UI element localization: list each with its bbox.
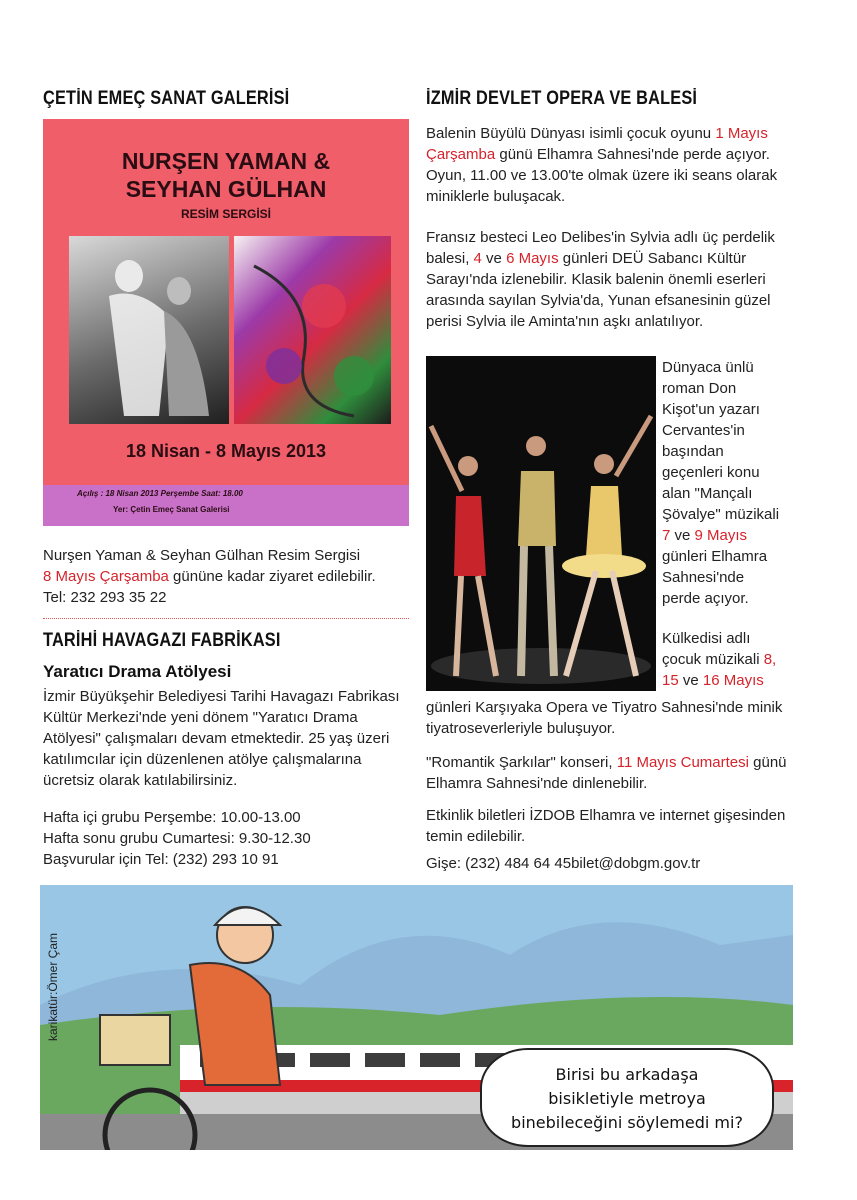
exhibit-date: 8 Mayıs Çarşamba (43, 568, 169, 585)
opera-paragraph-3 (662, 357, 782, 609)
speech-line-1: Birisi bu arkadaşa (555, 1065, 699, 1084)
exhibit-line1: Nurşen Yaman & Seyhan Gülhan Resim Sergisi (43, 547, 361, 564)
workshop-title: Yaratıcı Drama Atölyesi (43, 662, 232, 681)
p4-text-a: Külkedisi adlı çocuk müzikali (662, 630, 764, 668)
weekend-group: Hafta sonu grubu Cumartesi: 9.30-12.30 (43, 830, 311, 847)
p1-date: 1 Mayıs Çarşamba (426, 125, 768, 163)
speech-line-2: bisikletiyle metroya (548, 1089, 706, 1108)
poster-info-strip (43, 485, 409, 526)
p3-text-b: günleri Elhamra Sahnesi'nde perde açıyor. (662, 548, 768, 607)
poster-subtitle: RESİM SERGİSİ (180, 207, 272, 221)
cartoon (40, 885, 793, 1150)
p2-date-2: 6 Mayıs (506, 250, 559, 267)
gallery-heading: ÇETİN EMEÇ SANAT GALERİSİ (43, 88, 290, 109)
poster-title-line2: SEYHAN GÜLHAN (125, 176, 327, 202)
poster-venue: Yer: Çetin Emeç Sanat Galerisi (113, 505, 230, 514)
exhibit-line2-rest: gününe kadar ziyaret edilebilir. (168, 568, 376, 585)
workshop-schedule (43, 807, 415, 870)
dancers-figure-icon (69, 236, 229, 424)
p3-date-1: 7 (662, 527, 671, 544)
p5-text-b: günü Elhamra Sahnesi'nde dinlenebilir. (426, 754, 787, 792)
p3-date-2: 9 Mayıs (694, 527, 748, 544)
exhibition-poster (43, 119, 409, 526)
opera-paragraph-4-rest: günleri Karşıyaka Opera ve Tiyatro Sahnesi'nde minik tiyatroseverleriyle buluşuyor. (426, 699, 783, 737)
opera-heading: İZMİR DEVLET OPERA VE BALESİ (426, 88, 698, 109)
opera-paragraph-1 (426, 123, 796, 207)
opera-paragraph-2 (426, 227, 796, 332)
p4-mid: ve (678, 672, 703, 689)
speech-text (482, 1063, 772, 1135)
p4-date-2: 16 Mayıs (702, 672, 764, 689)
p3-mid: ve (670, 527, 695, 544)
workshop-body: İzmir Büyükşehir Belediyesi Tarihi Havagazı Fabrikası Kültür Merkezi'nde yeni dönem "Yaratıcı Drama Atölyesi" çalışmaları devam etmektedir. 25 yaş üzeri katılımcılar için düzenlenen atölye çalışmalarına ücretsiz olarak katılabilirsiniz. (43, 688, 400, 789)
opera-paragraph-4-top (662, 628, 787, 691)
poster-opening: Açılış : 18 Nisan 2013 Perşembe Saat: 18.00 (77, 489, 243, 498)
factory-heading: TARİHİ HAVAGAZI FABRİKASI (43, 630, 281, 651)
poster-painting-bw (69, 236, 229, 424)
p4-date-1: 8, 15 (662, 651, 777, 689)
p2-text-a: Fransız besteci Leo Delibes'in Sylvia adlı üç perdelik balesi, (426, 229, 775, 267)
ballet-dancers-icon (426, 356, 656, 691)
p5-date: 11 Mayıs Cumartesi (616, 754, 749, 771)
poster-dates: 18 Nisan - 8 Mayıs 2013 (125, 441, 327, 461)
speech-line-3: binebileceğini söylemedi mi? (511, 1113, 743, 1132)
opera-paragraph-6: Etkinlik biletleri İZDOB Elhamra ve internet gişesinden temin edilebilir. (426, 807, 786, 845)
p2-date-1: 4 (473, 250, 482, 267)
speech-bubble (480, 1048, 774, 1147)
p2-mid: ve (481, 250, 507, 267)
exhibit-line2 (43, 566, 413, 587)
p1-text-b: günü Elhamra Sahnesi'nde perde açıyor. Oyun, 11.00 ve 13.00'te olmak üzere iki seans olarak miniklerle buluşacak. (426, 146, 778, 205)
p3-text-a: Dünyaca ünlü roman Don Kişot'un yazarı Cervantes'in başından geçenleri konu alan "Mançalı Şövalye" müzikali (662, 359, 780, 523)
applications-tel: Başvurular için Tel: (232) 293 10 91 (43, 851, 279, 868)
p2-text-b: günleri DEÜ Sabancı Kültür Sarayı'nda izlenebilir. Klasik balenin önemli eserleri arasında sayılan Sylvia'da, Yunan efsanesinin güzel perisi Sylvia ile Aminta'nın aşkı anlatılıyor. (426, 250, 771, 330)
exhibit-info (43, 545, 413, 608)
cartoon-credit: karikatür:Ömer Çam (46, 932, 60, 1042)
weekday-group: Hafta içi grubu Perşembe: 10.00-13.00 (43, 809, 301, 826)
opera-paragraph-5 (426, 752, 798, 794)
exhibit-tel: Tel: 232 293 35 22 (43, 589, 167, 606)
abstract-figure-icon (234, 236, 391, 424)
ballet-photo (426, 356, 656, 691)
poster-title-line1: NURŞEN YAMAN & (121, 148, 331, 174)
poster-painting-color (234, 236, 391, 424)
box-office: Gişe: (232) 484 64 45bilet@dobgm.gov.tr (426, 855, 701, 872)
section-divider (43, 618, 409, 619)
p5-text-a: "Romantik Şarkılar" konseri, (426, 754, 617, 771)
p1-text-a: Balenin Büyülü Dünyası isimli çocuk oyunu (426, 125, 716, 142)
